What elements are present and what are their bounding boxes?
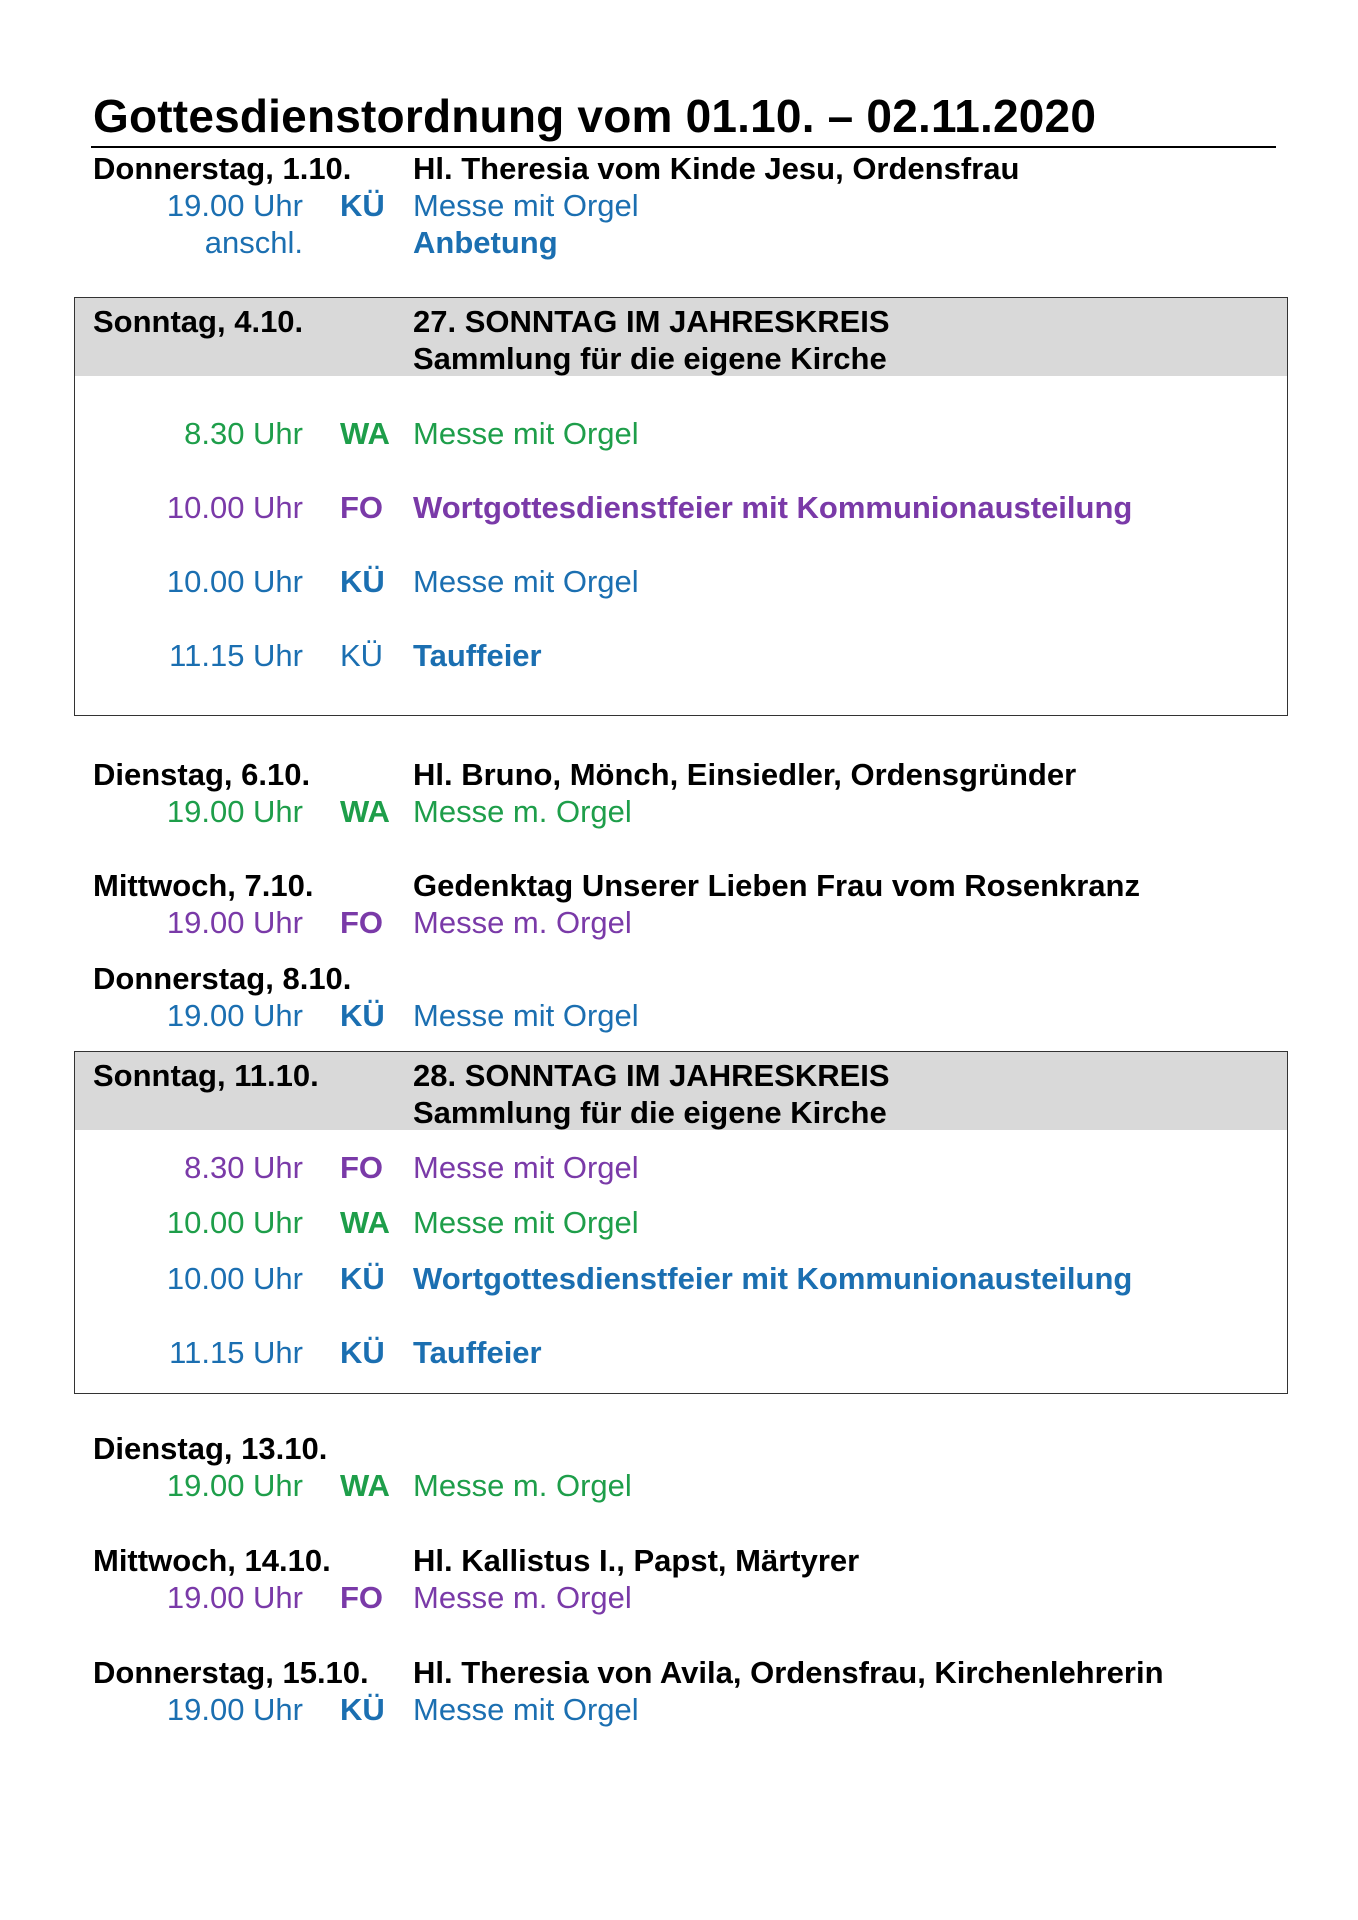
day-date: Mittwoch, 14.10. — [93, 1543, 331, 1578]
event-location: KÜ — [340, 638, 384, 673]
event-time: 10.00 Uhr — [166, 564, 303, 599]
event-time: 10.00 Uhr — [166, 1261, 303, 1296]
event-location: WA — [340, 1468, 390, 1503]
event-time: 19.00 Uhr — [166, 998, 303, 1033]
event-location: FO — [340, 1580, 384, 1615]
event-time: anschl. — [204, 225, 303, 260]
day-date: Dienstag, 6.10. — [93, 757, 311, 792]
event-time: 11.15 Uhr — [169, 1335, 303, 1370]
event-location: KÜ — [340, 1261, 385, 1296]
day-date: Mittwoch, 7.10. — [93, 868, 314, 903]
event-time: 10.00 Uhr — [166, 490, 303, 525]
day-collection: Sammlung für die eigene Kirche — [413, 341, 887, 376]
event-location: KÜ — [340, 188, 385, 223]
event-description: Messe mit Orgel — [413, 998, 639, 1033]
day-occasion: Hl. Theresia von Avila, Ordensfrau, Kirchenlehrerin — [413, 1655, 1164, 1690]
event-location: FO — [340, 490, 384, 525]
event-description: Messe mit Orgel — [413, 1205, 639, 1240]
event-location: WA — [340, 1205, 390, 1240]
event-description: Tauffeier — [413, 1335, 542, 1370]
event-time: 19.00 Uhr — [166, 1580, 303, 1615]
event-location: KÜ — [340, 564, 385, 599]
event-time: 10.00 Uhr — [166, 1205, 303, 1240]
day-date: Sonntag, 4.10. — [93, 304, 304, 339]
event-location: FO — [340, 1150, 384, 1185]
event-description: Messe mit Orgel — [413, 564, 639, 599]
day-date: Donnerstag, 1.10. — [93, 151, 352, 186]
event-description: Messe mit Orgel — [413, 1692, 639, 1727]
event-location: WA — [340, 416, 390, 451]
event-time: 19.00 Uhr — [166, 905, 303, 940]
day-occasion: 28. SONNTAG IM JAHRESKREIS — [413, 1058, 890, 1093]
day-occasion: Hl. Bruno, Mönch, Einsiedler, Ordensgründer — [413, 757, 1077, 792]
event-description: Anbetung — [413, 225, 558, 260]
event-description: Messe m. Orgel — [413, 905, 632, 940]
title-underline — [91, 146, 1276, 148]
event-location: FO — [340, 905, 384, 940]
event-location: WA — [340, 794, 390, 829]
event-time: 19.00 Uhr — [166, 1468, 303, 1503]
event-location: KÜ — [340, 1335, 385, 1370]
event-description: Messe mit Orgel — [413, 416, 639, 451]
event-description: Messe m. Orgel — [413, 1468, 632, 1503]
event-description: Wortgottesdienstfeier mit Kommunionausteilung — [413, 1261, 1133, 1296]
event-time: 19.00 Uhr — [166, 794, 303, 829]
event-description: Messe m. Orgel — [413, 794, 632, 829]
event-time: 11.15 Uhr — [169, 638, 303, 673]
event-description: Wortgottesdienstfeier mit Kommunionausteilung — [413, 490, 1133, 525]
event-time: 19.00 Uhr — [166, 1692, 303, 1727]
day-occasion: Hl. Theresia vom Kinde Jesu, Ordensfrau — [413, 151, 1020, 186]
event-description: Messe mit Orgel — [413, 1150, 639, 1185]
event-location: KÜ — [340, 998, 385, 1033]
day-date: Donnerstag, 8.10. — [93, 961, 352, 996]
day-date: Donnerstag, 15.10. — [93, 1655, 369, 1690]
day-date: Sonntag, 11.10. — [93, 1058, 319, 1093]
event-time: 8.30 Uhr — [184, 416, 303, 451]
day-occasion: Gedenktag Unserer Lieben Frau vom Rosenkranz — [413, 868, 1140, 903]
event-time: 19.00 Uhr — [166, 188, 303, 223]
event-description: Tauffeier — [413, 638, 542, 673]
event-location: KÜ — [340, 1692, 385, 1727]
event-description: Messe m. Orgel — [413, 1580, 632, 1615]
day-occasion: Hl. Kallistus I., Papst, Märtyrer — [413, 1543, 860, 1578]
day-date: Dienstag, 13.10. — [93, 1431, 328, 1466]
event-description: Messe mit Orgel — [413, 188, 639, 223]
event-time: 8.30 Uhr — [184, 1150, 303, 1185]
day-occasion: 27. SONNTAG IM JAHRESKREIS — [413, 304, 890, 339]
day-collection: Sammlung für die eigene Kirche — [413, 1095, 887, 1130]
page-title: Gottesdienstordnung vom 01.10. – 02.11.2020 — [93, 90, 1097, 142]
